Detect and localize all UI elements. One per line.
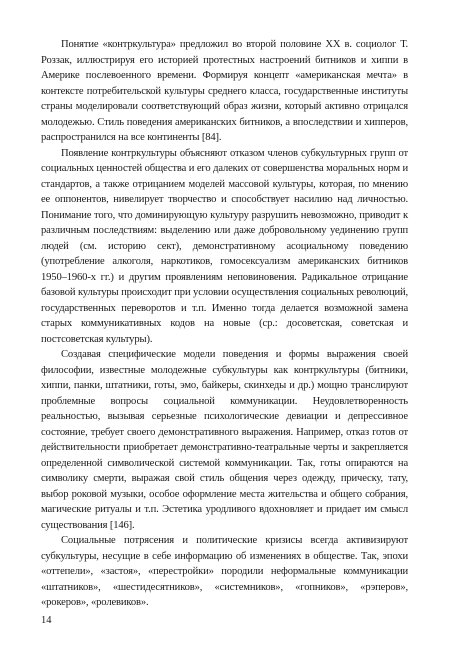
paragraph-counterculture-emergence: Появление контркультуры объясняют отказом членов субкультурных групп от социальных ценностей общества и его далеких от совершенства моральных норм и стандартов, а также отрицанием моделей массовой культуры, которая, по мнению ее оппонентов, нивелирует творчество и способствует насилию над личностью. Понимание того, что доминирующую культуру разрушить невозможно, приводит к различным последствиям: выделению или даже добровольному уединению групп людей (см. историю сект), демонстративному асоциальному поведению (употребление алкоголя, наркотиков, гомосексуализм американских битников 1950–1960-х гг.) и другим проявлениям неповиновения. Радикальное отрицание базовой культуры происходит при условии осуществления социальных революций, государственных переворотов и т.п. Именно тогда делается возможной замена старых коммуникативных кодов на новые (ср.: досоветская, советская и постсоветская культуры). xyxy=(41,147,408,345)
page-body xyxy=(41,37,408,611)
page-number: 14 xyxy=(41,615,52,626)
paragraph-counterculture-origin: Понятие «контркультура» предложил во второй половине XX в. социолог Т. Роззак, иллюстрируя его историей протестных настроений битников и хиппи в Америке послевоенного времени. Формируя концепт «американская мечта» в контексте потребительской культуры среднего класса, государственные институты страны моделировали соответствующий образ жизни, который активно отрицался молодежью. Стиль поведения американских битников, а впоследствии и хипперов, распространился на все континенты [84]. xyxy=(41,39,408,143)
paragraph-youth-subcultures: Создавая специфические модели поведения и формы выражения своей философии, известные молодежные субкультуры как контркультуры (битники, хиппи, панки, штатники, готы, эмо, байкеры, скинхеды и др.) мощно транслируют проблемные вопросы социальной коммуникации. Неудовлетворенность реальностью, вызывая серьезные психологические девиации и депрессивное состояние, требует своего демонстративного выражения. Например, отказ готов от действительности приобретает демонстративно-театральные черты и закрепляется определенной символической системой коммуникации. Так, готы опираются на символику смерти, выражая свой стиль общения через одежду, прическу, тату, выбор роковой музыки, особое оформление места жительства и общего собрания, магические ритуалы и т.п. Эстетика уродливого вдохновляет и придает им смысл существования [146]. xyxy=(41,349,408,531)
paragraph-social-upheavals: Социальные потрясения и политические кризисы всегда активизируют субкультуры, несущие в себе информацию об изменениях в обществе. Так, эпохи «оттепели», «застоя», «перестройки» породили неформальные коммуникации «штатников», «шестидесятников», «системников», «гопников», «рэперов», «рокеров», «ролевиков». xyxy=(41,535,408,608)
